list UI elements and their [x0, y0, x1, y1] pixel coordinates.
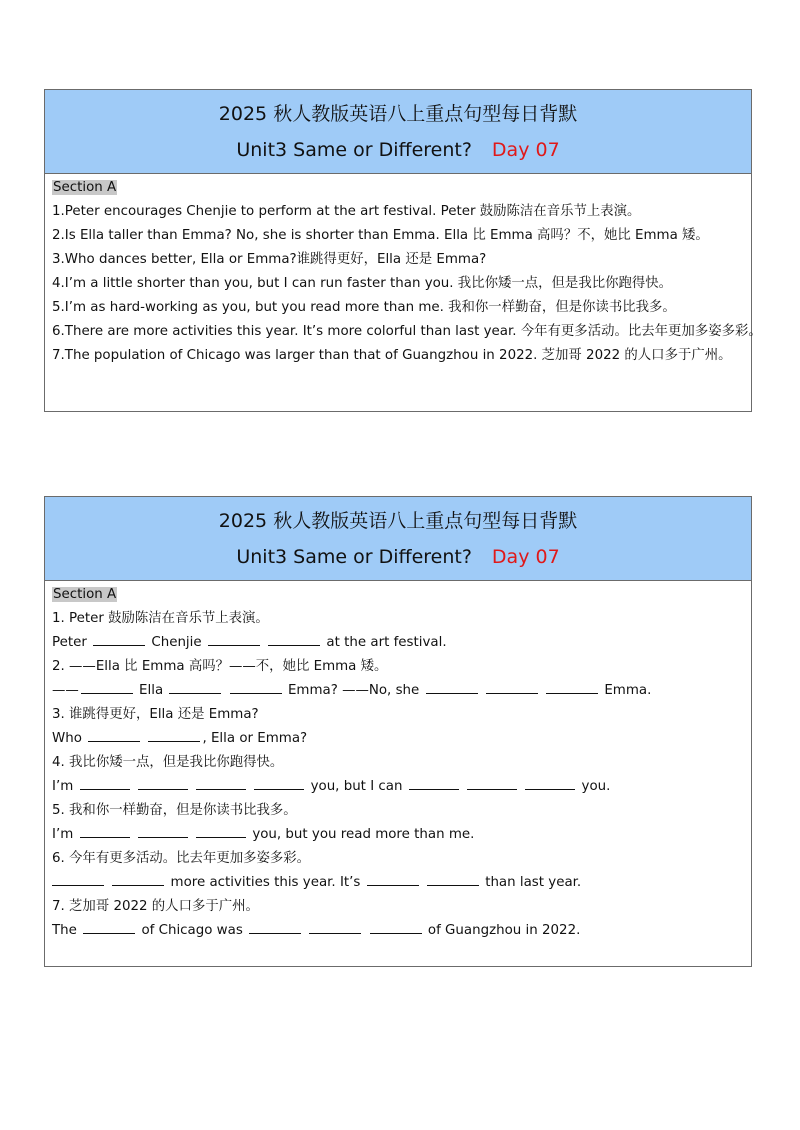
- answer-text: you, but you read more than me.: [252, 827, 475, 842]
- answer-text: Chenjie: [151, 635, 202, 650]
- answer-blank[interactable]: [309, 921, 361, 934]
- answer-blank[interactable]: [546, 681, 598, 694]
- answer-blank[interactable]: [426, 681, 478, 694]
- answer-blank[interactable]: [112, 873, 164, 886]
- sentence-4: 4.I’m a little shorter than you, but I can run faster than you. 我比你矮一点，但是我比你跑得快。: [52, 276, 673, 291]
- question-1-answer: [52, 631, 751, 655]
- answer-blank[interactable]: [249, 921, 301, 934]
- answer-text: Emma? ——No, she: [287, 683, 420, 698]
- sentence-5: 5.I’m as hard-working as you, but you read more than me. 我和你一样勤奋，但是你读书比我多。: [52, 300, 676, 315]
- reference-card: [44, 89, 762, 412]
- page-title: 2025 秋人教版英语八上重点句型每日背默: [218, 103, 578, 125]
- day-label: Day 07: [491, 139, 560, 161]
- answer-blank[interactable]: [467, 777, 517, 790]
- answer-blank[interactable]: [88, 729, 140, 742]
- answer-blank[interactable]: [427, 873, 479, 886]
- question-2-answer: [52, 679, 751, 703]
- answer-text: of Guangzhou in 2022.: [427, 923, 581, 938]
- answer-blank[interactable]: [138, 777, 188, 790]
- answer-blank[interactable]: [268, 633, 320, 646]
- answer-text: of Chicago was: [141, 923, 243, 938]
- sentence-2: 2.Is Ella taller than Emma? No, she is shorter than Emma. Ella 比 Emma 高吗？不，她比 Emma 矮。: [52, 228, 709, 243]
- answer-blank[interactable]: [367, 873, 419, 886]
- question-1-prompt: 1. Peter 鼓励陈洁在音乐节上表演。: [52, 611, 269, 626]
- answer-text: , Ella or Emma?: [202, 731, 308, 746]
- question-5-prompt: 5. 我和你一样勤奋，但是你读书比我多。: [52, 803, 297, 818]
- answer-text: Ella: [139, 683, 164, 698]
- answer-text: I’m: [52, 779, 74, 794]
- answer-text: Peter: [52, 635, 87, 650]
- question-7-answer: [52, 919, 751, 943]
- unit-name: Unit3 Same or Different?: [236, 139, 472, 161]
- sentence-1: 1.Peter encourages Chenjie to perform at the art festival. Peter 鼓励陈洁在音乐节上表演。: [52, 204, 641, 219]
- answer-text: I’m: [52, 827, 74, 842]
- answer-text: ——: [52, 683, 79, 698]
- section-label: Section A: [53, 180, 117, 195]
- answer-text: you, but I can: [310, 779, 403, 794]
- exercise-list: [45, 581, 751, 943]
- answer-text: than last year.: [485, 875, 582, 890]
- exercise-card: [44, 496, 752, 967]
- sentence-3: 3.Who dances better, Ella or Emma?谁跳得更好，Ella 还是 Emma?: [52, 252, 487, 267]
- answer-blank[interactable]: [52, 873, 104, 886]
- answer-blank[interactable]: [409, 777, 459, 790]
- answer-text: The: [52, 923, 77, 938]
- answer-blank[interactable]: [230, 681, 282, 694]
- answer-blank[interactable]: [525, 777, 575, 790]
- section-label: Section A: [53, 587, 117, 602]
- answer-blank[interactable]: [196, 777, 246, 790]
- answer-blank[interactable]: [81, 681, 133, 694]
- answer-blank[interactable]: [208, 633, 260, 646]
- answer-blank[interactable]: [196, 825, 246, 838]
- sentence-list: [45, 174, 762, 368]
- answer-blank[interactable]: [254, 777, 304, 790]
- answer-blank[interactable]: [169, 681, 221, 694]
- sentence-6: 6.There are more activities this year. It’s more colorful than last year. 今年有更多活动。比去年更加多姿多彩。: [52, 324, 762, 339]
- answer-text: at the art festival.: [326, 635, 447, 650]
- answer-text: Emma.: [604, 683, 652, 698]
- card-header: [45, 497, 751, 581]
- answer-blank[interactable]: [370, 921, 422, 934]
- card-header: [45, 90, 751, 174]
- answer-blank[interactable]: [83, 921, 135, 934]
- question-4-answer: [52, 775, 751, 799]
- question-5-answer: [52, 823, 751, 847]
- day-label: Day 07: [491, 546, 560, 568]
- answer-blank[interactable]: [486, 681, 538, 694]
- question-6-prompt: 6. 今年有更多活动。比去年更加多姿多彩。: [52, 851, 311, 866]
- unit-name: Unit3 Same or Different?: [236, 546, 472, 568]
- question-7-prompt: 7. 芝加哥 2022 的人口多于广州。: [52, 899, 259, 914]
- answer-blank[interactable]: [148, 729, 200, 742]
- answer-text: Who: [52, 731, 82, 746]
- answer-text: you.: [581, 779, 611, 794]
- unit-title: [45, 130, 751, 170]
- answer-blank[interactable]: [138, 825, 188, 838]
- sentence-7: 7.The population of Chicago was larger than that of Guangzhou in 2022. 芝加哥 2022 的人口多于广州。: [52, 348, 732, 363]
- answer-blank[interactable]: [80, 777, 130, 790]
- question-3-prompt: 3. 谁跳得更好，Ella 还是 Emma?: [52, 707, 259, 722]
- answer-blank[interactable]: [93, 633, 145, 646]
- question-4-prompt: 4. 我比你矮一点，但是我比你跑得快。: [52, 755, 284, 770]
- answer-blank[interactable]: [80, 825, 130, 838]
- question-3-answer: [52, 727, 751, 751]
- answer-text: more activities this year. It’s: [170, 875, 361, 890]
- question-2-prompt: 2. ——Ella 比 Emma 高吗？——不，她比 Emma 矮。: [52, 659, 388, 674]
- question-6-answer: [52, 871, 751, 895]
- page-title: 2025 秋人教版英语八上重点句型每日背默: [218, 510, 578, 532]
- unit-title: [45, 537, 751, 577]
